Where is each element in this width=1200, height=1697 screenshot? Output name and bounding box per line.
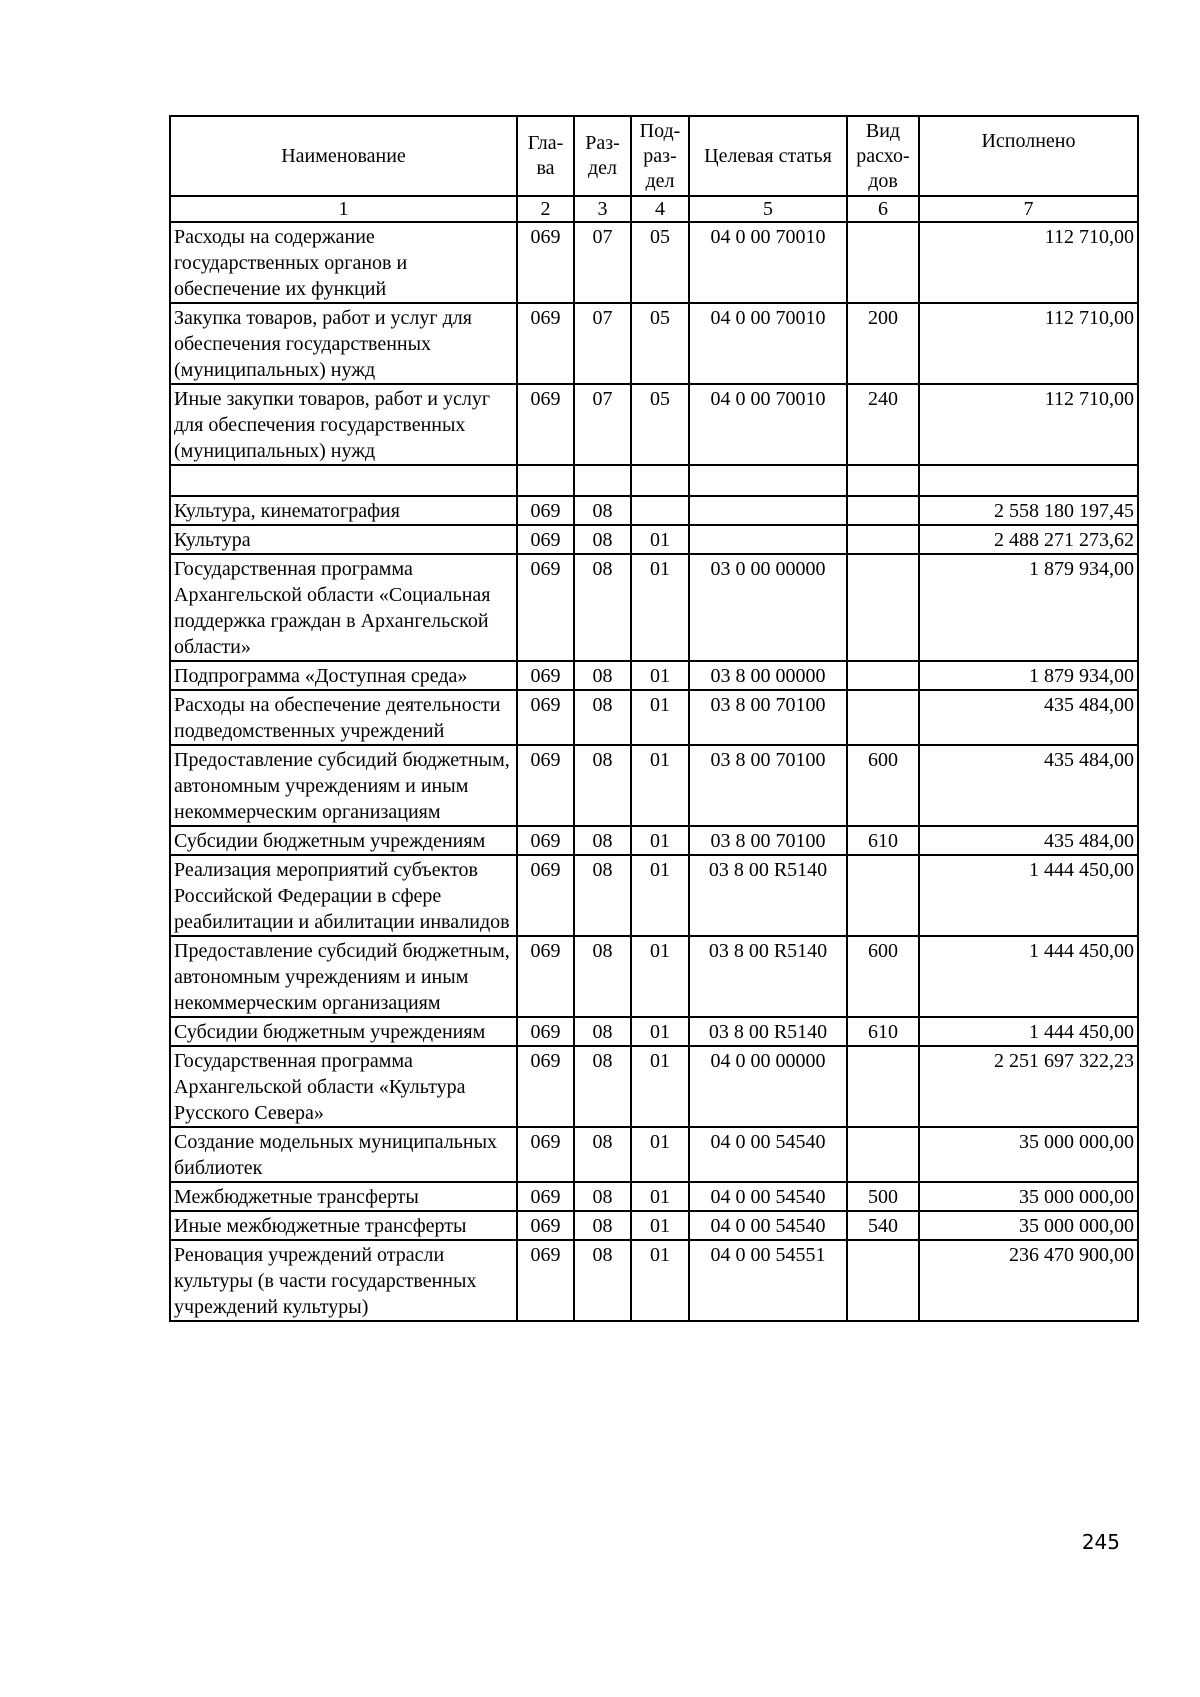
- cell-executed: 236 470 900,00: [919, 1240, 1138, 1321]
- cell-expense-type: 540: [847, 1211, 919, 1240]
- cell-name: Культура, кинематография: [170, 496, 517, 525]
- cell-subsection: [631, 465, 689, 496]
- column-number: 2: [517, 196, 574, 222]
- cell-chapter: 069: [517, 1017, 574, 1046]
- cell-name: Иные закупки товаров, работ и услуг для обеспечения государственных (муниципальных) нужд: [170, 384, 517, 465]
- cell-name: Культура: [170, 525, 517, 554]
- column-number: 1: [170, 196, 517, 222]
- cell-section: 08: [574, 1240, 631, 1321]
- cell-expense-type: 600: [847, 745, 919, 826]
- cell-expense-type: [847, 525, 919, 554]
- column-number: 7: [919, 196, 1138, 222]
- header-row: [170, 116, 1138, 196]
- cell-target-article: [689, 525, 847, 554]
- cell-name: Расходы на содержание государственных органов и обеспечение их функций: [170, 222, 517, 303]
- cell-subsection: 01: [631, 1182, 689, 1211]
- column-number: 3: [574, 196, 631, 222]
- table-row: [170, 1211, 1138, 1240]
- cell-executed: 112 710,00: [919, 303, 1138, 384]
- cell-section: 08: [574, 1211, 631, 1240]
- cell-section: 07: [574, 303, 631, 384]
- cell-chapter: 069: [517, 1046, 574, 1127]
- cell-subsection: 01: [631, 661, 689, 690]
- cell-subsection: 01: [631, 1211, 689, 1240]
- cell-expense-type: 610: [847, 826, 919, 855]
- cell-name: Реновация учреждений отрасли культуры (в части государственных учреждений культуры): [170, 1240, 517, 1321]
- cell-section: 08: [574, 496, 631, 525]
- cell-section: 08: [574, 1127, 631, 1182]
- cell-executed: 2 488 271 273,62: [919, 525, 1138, 554]
- cell-chapter: 069: [517, 384, 574, 465]
- cell-executed: 112 710,00: [919, 384, 1138, 465]
- cell-target-article: [689, 465, 847, 496]
- table-row: [170, 1127, 1138, 1182]
- cell-executed: 435 484,00: [919, 826, 1138, 855]
- cell-expense-type: [847, 496, 919, 525]
- cell-name: Реализация мероприятий субъектов Российской Федерации в сфере реабилитации и абилитации инвалидов: [170, 855, 517, 936]
- table-row: [170, 1046, 1138, 1127]
- cell-chapter: 069: [517, 826, 574, 855]
- cell-executed: 112 710,00: [919, 222, 1138, 303]
- cell-chapter: 069: [517, 303, 574, 384]
- cell-subsection: 01: [631, 1127, 689, 1182]
- cell-executed: 2 251 697 322,23: [919, 1046, 1138, 1127]
- cell-target-article: 03 8 00 70100: [689, 826, 847, 855]
- table-row: [170, 745, 1138, 826]
- cell-section: [574, 465, 631, 496]
- table-row: [170, 855, 1138, 936]
- cell-executed: 435 484,00: [919, 690, 1138, 745]
- cell-section: 08: [574, 661, 631, 690]
- cell-target-article: 03 8 00 00000: [689, 661, 847, 690]
- cell-name: Создание модельных муниципальных библиотек: [170, 1127, 517, 1182]
- cell-expense-type: [847, 690, 919, 745]
- cell-name: Предоставление субсидий бюджетным, автономным учреждениям и иным некоммерческим организациям: [170, 936, 517, 1017]
- cell-name: [170, 465, 517, 496]
- cell-expense-type: [847, 222, 919, 303]
- cell-subsection: 05: [631, 384, 689, 465]
- cell-target-article: 03 8 00 R5140: [689, 1017, 847, 1046]
- cell-expense-type: 200: [847, 303, 919, 384]
- cell-executed: 435 484,00: [919, 745, 1138, 826]
- cell-executed: 1 444 450,00: [919, 936, 1138, 1017]
- table-row: [170, 222, 1138, 303]
- cell-executed: 1 444 450,00: [919, 1017, 1138, 1046]
- cell-chapter: 069: [517, 1211, 574, 1240]
- table-row: [170, 1240, 1138, 1321]
- budget-table: [169, 115, 1139, 1322]
- cell-section: 07: [574, 222, 631, 303]
- cell-executed: 1 879 934,00: [919, 554, 1138, 661]
- column-number: 6: [847, 196, 919, 222]
- cell-expense-type: 500: [847, 1182, 919, 1211]
- cell-executed: 2 558 180 197,45: [919, 496, 1138, 525]
- cell-name: Подпрограмма «Доступная среда»: [170, 661, 517, 690]
- cell-subsection: 01: [631, 1017, 689, 1046]
- cell-target-article: 04 0 00 70010: [689, 384, 847, 465]
- cell-chapter: 069: [517, 661, 574, 690]
- cell-target-article: 03 8 00 70100: [689, 690, 847, 745]
- cell-target-article: 04 0 00 54540: [689, 1182, 847, 1211]
- header-name: Наименование: [170, 116, 517, 196]
- cell-name: Межбюджетные трансферты: [170, 1182, 517, 1211]
- cell-subsection: 01: [631, 690, 689, 745]
- cell-expense-type: 610: [847, 1017, 919, 1046]
- cell-chapter: 069: [517, 690, 574, 745]
- table-body: [170, 222, 1138, 1321]
- cell-chapter: 069: [517, 222, 574, 303]
- cell-section: 08: [574, 936, 631, 1017]
- header-section: Раз- дел: [574, 116, 631, 196]
- cell-target-article: 04 0 00 70010: [689, 303, 847, 384]
- cell-expense-type: [847, 1046, 919, 1127]
- cell-name: Иные межбюджетные трансферты: [170, 1211, 517, 1240]
- cell-expense-type: [847, 554, 919, 661]
- header-expense-type: Вид расхо- дов: [847, 116, 919, 196]
- cell-section: 08: [574, 554, 631, 661]
- cell-executed: [919, 465, 1138, 496]
- cell-expense-type: [847, 1240, 919, 1321]
- cell-section: 08: [574, 1182, 631, 1211]
- cell-target-article: [689, 496, 847, 525]
- cell-name: Государственная программа Архангельской области «Культура Русского Севера»: [170, 1046, 517, 1127]
- cell-target-article: 03 8 00 70100: [689, 745, 847, 826]
- cell-name: Государственная программа Архангельской области «Социальная поддержка граждан в Архангельской области»: [170, 554, 517, 661]
- cell-section: 08: [574, 855, 631, 936]
- cell-chapter: 069: [517, 525, 574, 554]
- table-row: [170, 303, 1138, 384]
- cell-section: 08: [574, 1017, 631, 1046]
- table-row: [170, 496, 1138, 525]
- cell-subsection: 01: [631, 826, 689, 855]
- cell-subsection: 01: [631, 936, 689, 1017]
- cell-section: 08: [574, 745, 631, 826]
- cell-expense-type: [847, 1127, 919, 1182]
- cell-expense-type: [847, 855, 919, 936]
- cell-target-article: 04 0 00 54540: [689, 1127, 847, 1182]
- table-row: [170, 554, 1138, 661]
- cell-executed: 35 000 000,00: [919, 1211, 1138, 1240]
- cell-target-article: 04 0 00 00000: [689, 1046, 847, 1127]
- cell-name: Закупка товаров, работ и услуг для обеспечения государственных (муниципальных) нужд: [170, 303, 517, 384]
- cell-target-article: 04 0 00 54540: [689, 1211, 847, 1240]
- cell-subsection: 01: [631, 1240, 689, 1321]
- cell-section: 07: [574, 384, 631, 465]
- table-row: [170, 465, 1138, 496]
- table-row: [170, 690, 1138, 745]
- cell-name: Субсидии бюджетным учреждениям: [170, 1017, 517, 1046]
- cell-target-article: 04 0 00 54551: [689, 1240, 847, 1321]
- cell-subsection: 05: [631, 303, 689, 384]
- cell-subsection: 01: [631, 554, 689, 661]
- cell-expense-type: 240: [847, 384, 919, 465]
- cell-name: Предоставление субсидий бюджетным, автономным учреждениям и иным некоммерческим организациям: [170, 745, 517, 826]
- cell-subsection: 01: [631, 855, 689, 936]
- column-number-row: [170, 196, 1138, 222]
- column-number: 5: [689, 196, 847, 222]
- cell-chapter: 069: [517, 936, 574, 1017]
- cell-chapter: 069: [517, 1240, 574, 1321]
- cell-subsection: 05: [631, 222, 689, 303]
- cell-name: Расходы на обеспечение деятельности подведомственных учреждений: [170, 690, 517, 745]
- table-row: [170, 826, 1138, 855]
- cell-chapter: 069: [517, 745, 574, 826]
- cell-target-article: 04 0 00 70010: [689, 222, 847, 303]
- cell-name: Субсидии бюджетным учреждениям: [170, 826, 517, 855]
- cell-subsection: 01: [631, 745, 689, 826]
- cell-expense-type: [847, 465, 919, 496]
- cell-expense-type: [847, 661, 919, 690]
- header-subsection: Под- раз- дел: [631, 116, 689, 196]
- cell-target-article: 03 0 00 00000: [689, 554, 847, 661]
- table-row: [170, 384, 1138, 465]
- cell-chapter: 069: [517, 1127, 574, 1182]
- cell-target-article: 03 8 00 R5140: [689, 936, 847, 1017]
- cell-section: 08: [574, 690, 631, 745]
- cell-chapter: 069: [517, 855, 574, 936]
- cell-subsection: [631, 496, 689, 525]
- cell-section: 08: [574, 525, 631, 554]
- table-row: [170, 936, 1138, 1017]
- cell-chapter: 069: [517, 1182, 574, 1211]
- page-number: 245: [1081, 1530, 1120, 1554]
- cell-subsection: 01: [631, 525, 689, 554]
- header-executed: Исполнено: [919, 116, 1138, 196]
- cell-section: 08: [574, 826, 631, 855]
- cell-executed: 1 879 934,00: [919, 661, 1138, 690]
- cell-chapter: 069: [517, 496, 574, 525]
- cell-chapter: 069: [517, 554, 574, 661]
- column-number: 4: [631, 196, 689, 222]
- header-target-article: Целевая статья: [689, 116, 847, 196]
- cell-chapter: [517, 465, 574, 496]
- header-chapter: Гла- ва: [517, 116, 574, 196]
- table-row: [170, 525, 1138, 554]
- table-row: [170, 661, 1138, 690]
- cell-target-article: 03 8 00 R5140: [689, 855, 847, 936]
- cell-executed: 35 000 000,00: [919, 1182, 1138, 1211]
- cell-executed: 35 000 000,00: [919, 1127, 1138, 1182]
- cell-executed: 1 444 450,00: [919, 855, 1138, 936]
- cell-expense-type: 600: [847, 936, 919, 1017]
- table-row: [170, 1182, 1138, 1211]
- cell-section: 08: [574, 1046, 631, 1127]
- table-row: [170, 1017, 1138, 1046]
- cell-subsection: 01: [631, 1046, 689, 1127]
